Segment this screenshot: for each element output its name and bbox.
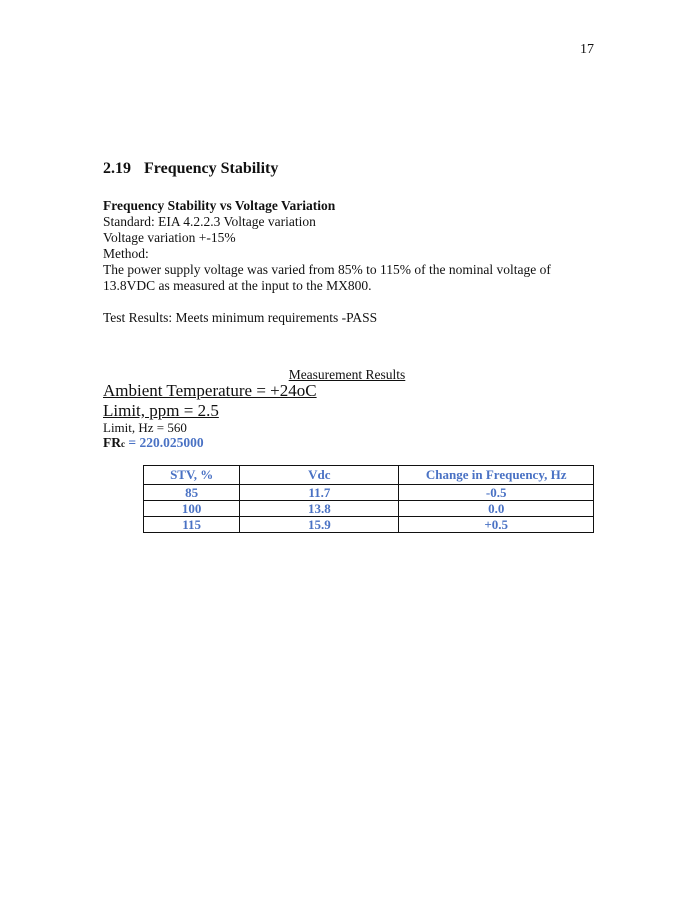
limit-ppm: Limit, ppm = 2.5 (103, 401, 219, 420)
method-label: Method: (103, 246, 149, 261)
table-cell-stv: 100 (144, 501, 240, 517)
table-cell-vdc: 13.8 (240, 501, 399, 517)
table-header-stv: STV, % (144, 466, 240, 485)
table-cell-change: -0.5 (399, 485, 594, 501)
table-cell-vdc: 11.7 (240, 485, 399, 501)
table-cell-stv: 115 (144, 517, 240, 533)
page-number: 17 (580, 42, 594, 57)
measurement-results-title: Measurement Results (288, 367, 406, 382)
table-row (144, 501, 594, 517)
table-header-row (144, 466, 594, 485)
method-text-line-2: 13.8VDC as measured at the input to the MX800. (103, 278, 372, 293)
table-cell-vdc: 15.9 (240, 517, 399, 533)
test-results-line: Test Results: Meets minimum requirements -PASS (103, 310, 378, 325)
table-cell-change: 0.0 (399, 501, 594, 517)
ambient-temperature: Ambient Temperature = +24oC (103, 381, 317, 400)
table-cell-change: +0.5 (399, 517, 594, 533)
subsection-title: Frequency Stability vs Voltage Variation (103, 198, 336, 213)
limit-hz: Limit, Hz = 560 (103, 420, 187, 435)
frc-value: 220.025000 (139, 435, 204, 450)
frc-subscript: c (121, 439, 125, 449)
frc-label: FR (103, 435, 121, 450)
section-title: Frequency Stability (144, 160, 279, 177)
standard-line: Standard: EIA 4.2.2.3 Voltage variation (103, 214, 316, 229)
table-header-change: Change in Frequency, Hz (399, 466, 594, 485)
table-row (144, 485, 594, 501)
method-text-line-1: The power supply voltage was varied from 85% to 115% of the nominal voltage of (103, 262, 551, 277)
frc-line (103, 435, 204, 452)
variation-line: Voltage variation +-15% (103, 230, 236, 245)
measurement-table (143, 465, 594, 533)
frc-equals: = (125, 435, 140, 450)
table-cell-stv: 85 (144, 485, 240, 501)
section-content (103, 160, 603, 326)
section-heading (103, 160, 603, 178)
table-header-vdc: Vdc (240, 466, 399, 485)
section-number: 2.19 (103, 160, 131, 177)
table-row (144, 517, 594, 533)
